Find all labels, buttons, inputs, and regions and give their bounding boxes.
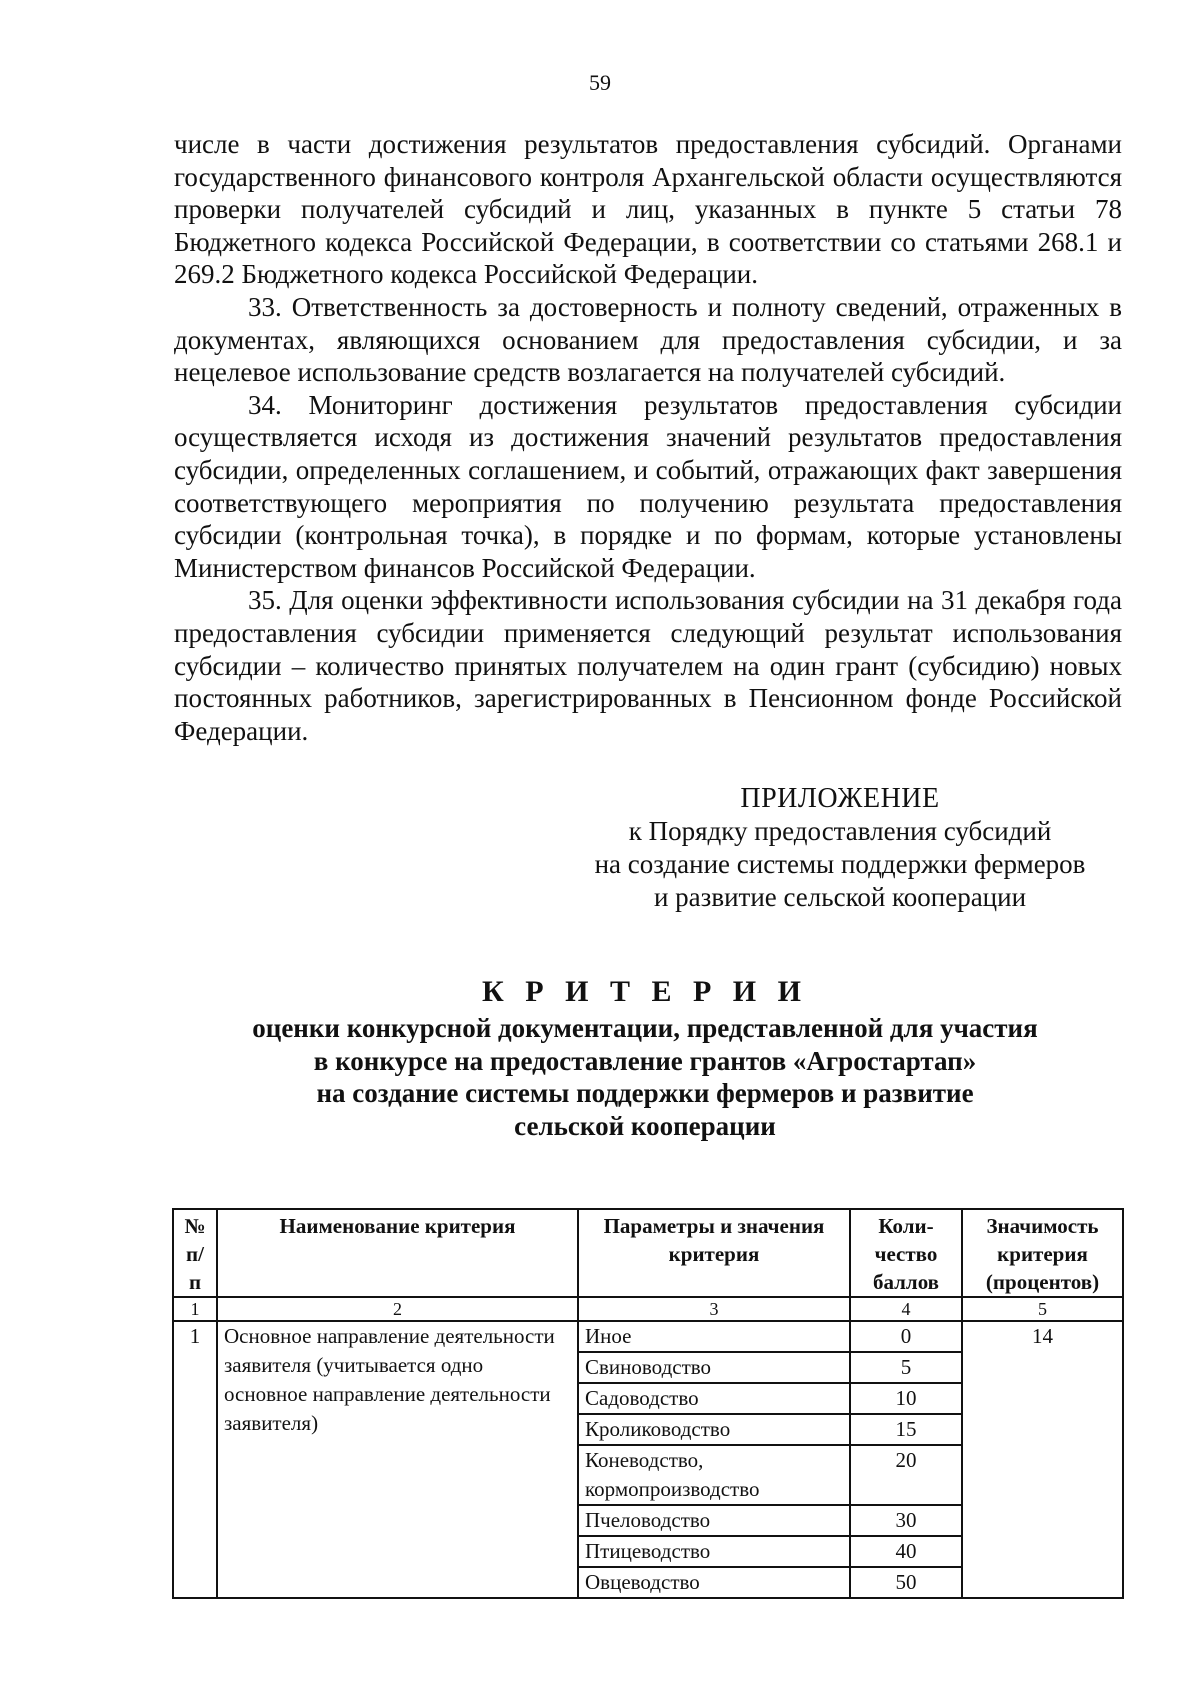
paragraph-continuation: числе в части достижения результатов предоставления субсидий. Органами государственного финансового контроля Архангельской области осуществляются проверки получателей субсидий и лиц, указанных в пункте 5 статьи 78 Бюджетного кодекса Российской Федерации, в соответствии со статьями 268.1 и 269.2 Бюджетного кодекса Российской Федерации. [174, 129, 1122, 290]
criteria-subtitle-line: оценки конкурсной документации, представленной для участия [252, 1013, 1038, 1043]
param-points: 40 [850, 1536, 962, 1567]
param-label: Овцеводство [578, 1567, 850, 1598]
column-number: 2 [217, 1297, 578, 1321]
criteria-subtitle-line: в конкурсе на предоставление грантов «Агростартап» [313, 1045, 977, 1076]
param-points: 5 [850, 1352, 962, 1383]
column-number: 5 [962, 1297, 1123, 1321]
table-header-row [173, 1209, 1123, 1297]
param-label: Кролиководство [578, 1414, 850, 1445]
header-name: Наименование критерия [217, 1209, 578, 1297]
paragraph-33: 33. Ответственность за достоверность и полноту сведений, отраженных в документах, являющихся основанием для предоставления субсидии, и за нецелевое использование средств возлагается на получателей субсидий. [174, 291, 1122, 388]
criterion-name: Основное направление деятельности заявителя (учитывается одно основное направление деятельности заявителя) [217, 1321, 578, 1598]
param-label: Птицеводство [578, 1536, 850, 1567]
param-label: Пчеловодство [578, 1505, 850, 1536]
param-points: 10 [850, 1383, 962, 1414]
appendix-title: ПРИЛОЖЕНИЕ [740, 783, 940, 814]
header-params: Параметры и значения критерия [578, 1209, 850, 1297]
column-number-row [173, 1297, 1123, 1321]
param-points: 30 [850, 1505, 962, 1536]
param-label: Иное [578, 1321, 850, 1352]
criteria-table [172, 1208, 1124, 1599]
header-weight: Значимость критерия (процентов) [962, 1209, 1123, 1297]
table-row [173, 1321, 1123, 1352]
paragraph-35: 35. Для оценки эффективности использования субсидии на 31 декабря года предоставления субсидии применяется следующий результат использования субсидии – количество принятых получателем на один грант (субсидию) новых постоянных работников, зарегистрированных в Пенсионном фонде Российской Федерации. [174, 585, 1122, 746]
param-points: 20 [850, 1445, 962, 1505]
paragraph-34: 34. Мониторинг достижения результатов предоставления субсидии осуществляется исходя из достижения значений результатов предоставления субсидии, определенных соглашением, и событий, отражающих факт завершения соответствующего мероприятия по получению результата предоставления субсидии (контрольная точка), в порядке и по формам, которые установлены Министерством финансов Российской Федерации. [174, 389, 1122, 583]
criteria-subtitle-line: на создание системы поддержки фермеров и развитие [316, 1078, 974, 1108]
page-number: 59 [589, 70, 611, 95]
column-number: 4 [850, 1297, 962, 1321]
criteria-subtitle [0, 1012, 1200, 1142]
row-number: 1 [173, 1321, 217, 1598]
column-number: 1 [173, 1297, 217, 1321]
appendix-heading [560, 782, 1120, 914]
criteria-subtitle-line: сельской кооперации [514, 1110, 776, 1141]
param-points: 0 [850, 1321, 962, 1352]
appendix-line: к Порядку предоставления субсидий [628, 816, 1052, 846]
appendix-line: на создание системы поддержки фермеров [594, 849, 1086, 879]
header-num: № п/п [173, 1209, 217, 1297]
param-points: 15 [850, 1414, 962, 1445]
param-label: Садоводство [578, 1383, 850, 1414]
param-label: Свиноводство [578, 1352, 850, 1383]
param-label: Коневодство, кормопроизводство [578, 1445, 850, 1505]
appendix-line: и развитие сельской кооперации [653, 882, 1027, 912]
body-text [174, 128, 1122, 747]
header-points: Коли-чество баллов [850, 1209, 962, 1297]
column-number: 3 [578, 1297, 850, 1321]
criteria-title: К Р И Т Е Р И И [482, 975, 808, 1008]
criterion-weight: 14 [962, 1321, 1123, 1598]
param-points: 50 [850, 1567, 962, 1598]
